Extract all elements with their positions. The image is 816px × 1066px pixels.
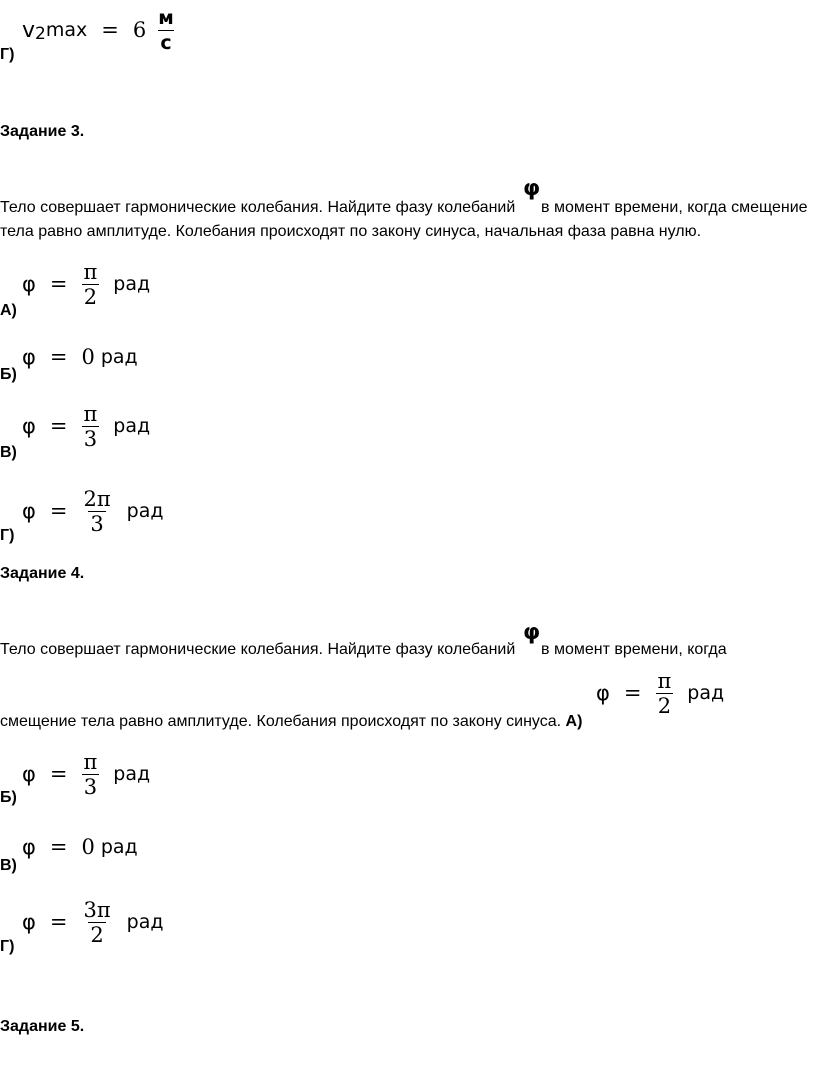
unit-rad: рад	[687, 682, 725, 704]
task3-option-b-label: Б)	[0, 366, 17, 383]
task3-text-line2: тела равно амплитуде. Колебания происходят по закону синуса, начальная фаза равна нулю.	[0, 223, 702, 240]
task3-text-line1	[0, 198, 515, 218]
equals-sign: =	[49, 499, 68, 523]
task4-option-b-formula	[22, 744, 150, 804]
phi-symbol: φ	[22, 910, 36, 934]
task3-text-part2: в момент времени, когда смещение	[541, 199, 808, 216]
fraction-denominator: 3	[90, 511, 104, 536]
fraction-numerator: π	[83, 401, 98, 426]
fraction-numerator: 3π	[83, 897, 111, 922]
phi-symbol: φ	[22, 272, 36, 296]
fraction-denominator: 3	[83, 774, 98, 799]
phi-symbol: φ	[22, 762, 36, 786]
unit-denominator: с	[160, 31, 172, 54]
task4-option-b-label: Б)	[0, 789, 17, 806]
fraction	[81, 898, 112, 947]
equals-sign: =	[101, 18, 119, 42]
fraction-denominator: 2	[90, 922, 104, 947]
task4-text-line2	[0, 712, 582, 732]
task3-option-v-formula	[22, 396, 150, 456]
equals-sign: =	[49, 345, 68, 369]
task4-title: Задание 4.	[0, 565, 85, 582]
equals-sign: =	[623, 681, 642, 705]
unit-rad: рад	[126, 500, 164, 522]
unit-rad: рад	[113, 763, 151, 785]
task3-title: Задание 3.	[0, 123, 85, 140]
unit-rad: рад	[113, 415, 151, 437]
task4-option-g-label: Г)	[0, 938, 15, 955]
task3-phi-symbol: φ	[523, 176, 541, 201]
task4-option-a-label: А)	[565, 713, 583, 730]
task4-option-a-formula	[596, 663, 724, 723]
phi-symbol: φ	[22, 345, 36, 369]
task3-text-part1: Тело совершает гармонические колебания. Найдите фазу колебаний	[0, 199, 516, 216]
fraction	[655, 669, 673, 718]
unit-numerator: м	[158, 6, 174, 29]
fraction	[81, 750, 99, 799]
task4-option-v-formula	[22, 817, 138, 877]
phi-symbol: φ	[22, 499, 36, 523]
fraction	[81, 487, 112, 536]
task3-option-g-label: Г)	[0, 527, 15, 544]
velocity-subscript: 2	[35, 24, 46, 44]
task5-title: Задание 5.	[0, 1018, 85, 1035]
value-zero: 0	[81, 345, 95, 369]
unit-fraction	[156, 6, 176, 55]
fraction-numerator: π	[657, 668, 672, 693]
fraction-numerator: 2π	[83, 486, 111, 511]
velocity-symbol: v	[22, 17, 36, 43]
velocity-suffix: max	[45, 19, 88, 41]
phi-symbol: φ	[22, 414, 36, 438]
task3-option-v-label: В)	[0, 444, 17, 461]
unit-rad: рад	[100, 346, 138, 368]
fraction-numerator: π	[83, 749, 98, 774]
equals-sign: =	[49, 272, 68, 296]
equals-sign: =	[49, 414, 68, 438]
unit-rad: рад	[113, 273, 151, 295]
fraction-denominator: 2	[83, 284, 98, 309]
fraction-denominator: 3	[83, 426, 98, 451]
equals-sign: =	[49, 910, 68, 934]
value-zero: 0	[81, 835, 95, 859]
fraction	[81, 402, 99, 451]
unit-rad: рад	[100, 836, 138, 858]
top-option-label: Г)	[0, 46, 15, 63]
velocity-value: 6	[132, 18, 147, 42]
task4-text-line2-content: смещение тела равно амплитуде. Колебания происходят по закону синуса.	[0, 713, 562, 730]
task4-option-v-label: В)	[0, 857, 17, 874]
unit-rad: рад	[126, 911, 164, 933]
fraction	[81, 260, 99, 309]
task3-option-b-formula	[22, 327, 138, 387]
task3-option-a-label: А)	[0, 302, 17, 319]
task3-option-a-formula	[22, 254, 150, 314]
fraction-numerator: π	[83, 259, 98, 284]
task3-option-g-formula	[22, 481, 163, 541]
phi-symbol: φ	[596, 681, 610, 705]
task4-option-g-formula	[22, 892, 163, 952]
task4-phi-symbol: φ	[523, 620, 541, 645]
equals-sign: =	[49, 762, 68, 786]
fraction-denominator: 2	[657, 693, 672, 718]
task4-text-part2: в момент времени, когда	[541, 641, 727, 658]
phi-symbol: φ	[22, 835, 36, 859]
top-velocity-formula	[22, 0, 184, 60]
equals-sign: =	[49, 835, 68, 859]
task4-text-part1: Тело совершает гармонические колебания. Найдите фазу колебаний	[0, 641, 516, 658]
